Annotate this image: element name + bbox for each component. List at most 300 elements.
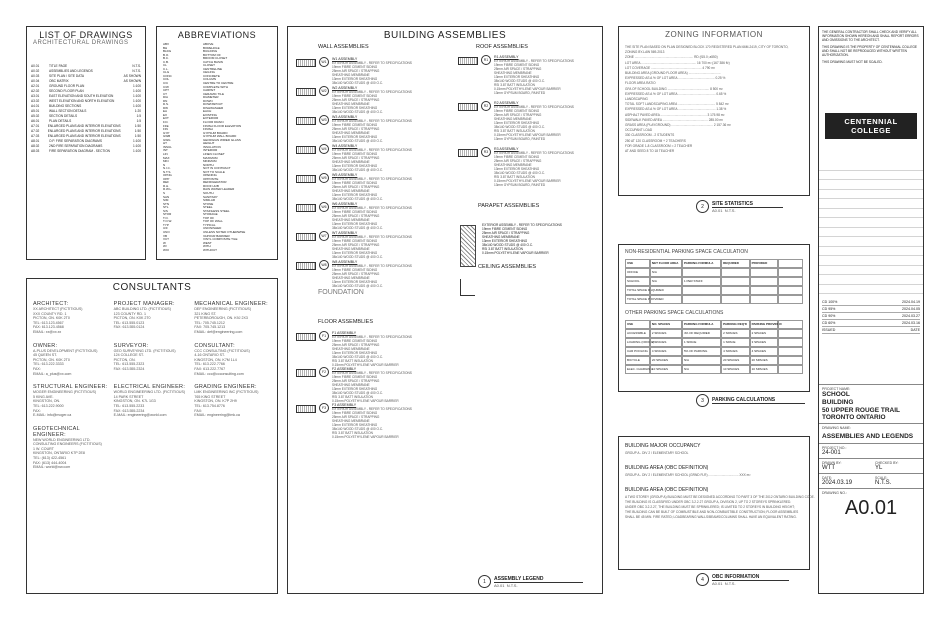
revision-label: CD 95% xyxy=(822,307,836,311)
assembly-line: 25mm AIR SPACE / STRAPPING xyxy=(332,343,380,347)
consultant-role: GRADING ENGINEER: xyxy=(194,384,257,391)
obc-line: A TWO STOREY (GROUP A) BUILDING MUST BE DESIGNED ACCORDING TO PART 3 OF THE 2012 ONTARIO BUILDING CODE. xyxy=(625,495,815,499)
assembly-line: SHEATHING MEMBRANE xyxy=(332,383,370,387)
abbreviation-code: BH xyxy=(163,45,168,50)
revision-row xyxy=(822,306,920,313)
assembly-notes xyxy=(494,55,598,95)
abbreviation-meaning: COMPLETE WITH xyxy=(203,84,229,89)
drawn-by-label: DRAWN BY: xyxy=(822,461,842,465)
consultant-line: CONSULTING ENGINEERS (FICTITIOUS) xyxy=(33,442,102,447)
drawings-subtitle: ARCHITECTURAL DRAWINGS xyxy=(33,40,129,46)
consultant-line: 4-16 ONTARIO ST. xyxy=(194,353,225,358)
abbreviation-meaning: FLOOR DRAIN xyxy=(203,120,224,125)
consultant-line: TEL: (613) 422-4561 xyxy=(33,456,67,461)
abbreviation-meaning: GYPSUM WALL BOARD xyxy=(203,134,237,139)
abbreviation-meaning: MAXIMUM xyxy=(203,155,218,160)
obc-area-title: BUILDING AREA (OBC DEFINITION) xyxy=(625,465,709,471)
abbreviation-code: N.I.C. xyxy=(163,166,171,171)
wall-assemblies xyxy=(296,57,456,289)
assembly-line: 25mm AIR SPACE / STRAPPING xyxy=(332,185,380,189)
roof-assemblies-heading: ROOF ASSEMBLIES xyxy=(476,44,528,50)
abbreviation-code: INSUL xyxy=(163,144,172,149)
abbreviation-meaning: SIMILAR xyxy=(203,198,216,203)
assembly-line: RSI 3.87 BATT INSULATION xyxy=(332,359,373,363)
parapet-line: 38x140 WOOD STUDS @ 400 O.C. xyxy=(482,243,534,247)
table-header-cell: NET FLOOR AREA xyxy=(650,259,682,268)
consultant-block xyxy=(114,343,191,377)
parapet-line: 19mm FIBRE CEMENT SIDING xyxy=(482,227,528,231)
assembly-line: RSI 3.87 BATT INSULATION xyxy=(494,83,535,87)
callout-title: PARKING CALCULATIONS xyxy=(712,397,805,404)
zoning-panel xyxy=(618,26,810,196)
abbreviation-code: EX xyxy=(163,112,168,117)
table-cell xyxy=(778,277,803,286)
assembly-line: 25mm AIR SPACE / STRAPPING xyxy=(332,69,380,73)
assembly-item xyxy=(296,231,456,260)
consultant-block xyxy=(33,343,110,377)
date-value: 2024.03.19 xyxy=(822,480,853,486)
drawing-scale: 1:100 xyxy=(133,89,141,93)
zoning-line: SIDEWALK PAVED AREA ................................................... 285.00 m² xyxy=(625,117,724,122)
obc-line: GROUP A - DIV 2 / ELEMENTARY SCHOOL (GRND FLR) .................................. XXX m² xyxy=(625,473,751,477)
assembly-sketch xyxy=(296,204,316,212)
drawing-number: A8.03 xyxy=(31,149,40,153)
obc-occupancy-title: BUILDING MAJOR OCCUPANCY xyxy=(625,443,701,449)
parking-title-2: OTHER PARKING SPACE CALCULATIONS xyxy=(625,310,724,316)
assembly-line: 25mm AIR SPACE / STRAPPING xyxy=(332,379,380,383)
table-cell: BICYCLE xyxy=(625,356,650,365)
abbreviation-code: C.B. xyxy=(163,59,169,64)
zoning-line: BUILDING AREA (GROUND FLOOR AREA) .................................... xyxy=(625,71,721,76)
assembly-line: 13mm EXTERIOR SHEATHING xyxy=(332,77,378,81)
parking-table-1 xyxy=(625,259,803,304)
assembly-sketch xyxy=(458,57,478,65)
abbreviation-meaning: NORTH xyxy=(203,162,214,167)
date-label: DATE: xyxy=(822,476,833,480)
assembly-notes xyxy=(332,202,456,230)
abbreviation-meaning: NOT IN CONTRACT xyxy=(203,166,231,171)
checked-by: YL xyxy=(875,465,883,471)
zoning-line: LOT COVERAGE ......................................................... 4 790 m² xyxy=(625,65,715,70)
assembly-sketch xyxy=(296,88,316,96)
assembly-line: 13mm GYPSUM BOARD, PAINTED xyxy=(494,91,546,95)
consultant-line: MOGER ENGINEERING (FICTITIOUS) xyxy=(33,390,97,395)
assembly-item xyxy=(458,147,598,193)
table-cell: 20 SPACES xyxy=(721,356,749,365)
assembly-notes xyxy=(332,231,456,259)
table-cell xyxy=(721,277,749,286)
assembly-line: EXTERIOR ASSEMBLY - REFER TO SPECIFICATIONS xyxy=(332,335,412,339)
assembly-line: 0.15mm POLYETHYLENE VAPOUR BARRIER xyxy=(494,133,561,137)
zoning-line: EXPRESSED AS A % OF LOT AREA .......................................... 0.65 % xyxy=(625,91,727,96)
assembly-line: EXTERIOR ASSEMBLY - REFER TO SPECIFICATIONS xyxy=(332,119,412,123)
abbreviation-code: GYP xyxy=(163,130,170,135)
abbreviation-meaning: DOWNSPOUT xyxy=(203,102,223,107)
abbreviation-code: R.H. xyxy=(163,183,169,188)
assembly-line: 13mm EXTERIOR SHEATHING xyxy=(332,135,378,139)
table-cell: LOADING (OFFICE) xyxy=(625,338,650,347)
abbreviation-meaning: BUILDING xyxy=(203,49,218,54)
assembly-line: 38x140 WOOD STUDS @ 400 O.C. xyxy=(494,79,546,83)
assembly-line: 38x140 WOOD STUDS @ 400 O.C. xyxy=(494,125,546,129)
assembly-name: R3 ASSEMBLY xyxy=(494,147,519,151)
abbreviation-code: SIM xyxy=(163,198,169,203)
consultant-line: EMAIL: world@nw.com xyxy=(33,465,71,470)
abbreviation-meaning: FINISH xyxy=(203,127,213,132)
assembly-name: F3 ASSEMBLY xyxy=(332,403,357,407)
abbreviation-code: OPP xyxy=(163,176,170,181)
table-cell: N/A xyxy=(682,365,721,374)
assembly-item xyxy=(296,144,456,173)
consultant-line: E-MAIL: info@moger.ca xyxy=(33,413,72,418)
consultant-line: TEL: 613.555.2233 xyxy=(113,403,145,408)
parking-title: NON-RESIDENTIAL PARKING SPACE CALCULATION xyxy=(625,249,748,255)
consultant-line: FAX: xyxy=(33,366,41,371)
drawing-scale: 1:100 xyxy=(133,144,141,148)
project-address: 50 UPPER ROUGE TRAIL xyxy=(822,407,901,414)
obc-area-title-2: BUILDING AREA (OBC DEFINITION) xyxy=(625,487,709,493)
assembly-line: EXTERIOR ASSEMBLY - REFER TO SPECIFICATIONS xyxy=(332,264,412,268)
drawing-scale: 1:100 xyxy=(133,84,141,88)
drawing-number: A7.03 xyxy=(31,134,40,138)
abbreviation-code: GWB xyxy=(163,134,171,139)
table-cell xyxy=(778,286,803,295)
abbreviation-meaning: SANITARY xyxy=(203,194,218,199)
revision-blank-lines xyxy=(819,161,923,299)
assembly-line: 19mm FIBRE CEMENT SIDING xyxy=(332,268,378,272)
assembly-line: 0.15mm POLYETHYLENE VAPOUR BARRIER xyxy=(494,87,561,91)
table-cell: 4 SPACES xyxy=(650,347,682,356)
assembly-notes xyxy=(332,86,456,114)
consultant-line: EMAIL: xx@xx.xx xyxy=(33,329,62,334)
drawing-name: OBC MATRIX xyxy=(49,79,69,83)
assembly-line: 19mm FIBRE CEMENT SIDING xyxy=(332,239,378,243)
drawing-scale: 1:100 xyxy=(133,99,141,103)
abbreviation-meaning: HEIGHT xyxy=(203,141,215,146)
drawing-number: A3.02 xyxy=(31,99,40,103)
obc-line: GROUP A - DIV 2 / ELEMENTARY SCHOOL xyxy=(625,451,689,455)
abbreviation-code: N.T.S. xyxy=(163,169,172,174)
table-cell: 2 SPACES xyxy=(650,329,682,338)
consultant-role: SURVEYOR: xyxy=(113,342,149,349)
table-header-cell: PROVIDED xyxy=(750,259,778,268)
abbreviation-code: TYP xyxy=(163,222,169,227)
drawing-scale: AS SHOWN xyxy=(123,79,141,83)
consultant-line: PETERBOROUGH, ON. K9J 2X3 xyxy=(194,316,248,321)
assembly-sketch xyxy=(296,117,316,125)
assembly-name: W1 ASSEMBLY xyxy=(332,57,358,61)
consultant-line: TEL: 613.123.4567 xyxy=(33,320,64,325)
zoning-line: ZONE .................................................................. RD (f15.0; a550) xyxy=(625,55,718,60)
table-cell: 4 SPACES xyxy=(750,347,778,356)
abbreviation-meaning: CEILING xyxy=(203,70,216,75)
zoning-line: ASPHALT PAVED AREA .................................................... 3 175.98 m² xyxy=(625,112,725,117)
revisions-table xyxy=(819,299,923,334)
obc-line: UNDER OBC 3.2.2.27, THE BUILDING MUST BE SPRINKLERED; IS LIMITED TO 2 STOREYS IN BUILDING HEIGHT; xyxy=(625,505,795,509)
drawing-name: EAST ELEVATION AND SOUTH ELEVATION xyxy=(49,94,114,98)
assembly-line: 19mm FIBRE CEMENT SIDING xyxy=(494,109,540,113)
zoning-line: FOR GRADE 1-8 CLASSROOM = 2 TEACHER xyxy=(625,143,693,148)
abbreviation-code: T.O.W. xyxy=(163,219,172,224)
obc-lines xyxy=(619,495,815,520)
assembly-line: EXTERIOR ASSEMBLY - REFER TO SPECIFICATIONS xyxy=(332,407,412,411)
abbreviation-code: CPT xyxy=(163,88,169,93)
consultant-line: 123 COUNTY RD. 1 xyxy=(113,311,146,316)
table-cell xyxy=(778,356,803,365)
assembly-item xyxy=(296,173,456,202)
table-cell: N/A xyxy=(682,356,721,365)
abbreviations-list xyxy=(157,40,277,252)
abbreviation-meaning: CERAMIC TILE xyxy=(203,91,224,96)
abbreviation-meaning: CENTRELINE xyxy=(203,66,223,71)
abbreviation-code: MIN xyxy=(163,159,169,164)
consultant-line: KINGSTON, ON. K7P 2H9 xyxy=(194,399,237,404)
abbreviation-code: VB xyxy=(163,233,168,238)
revision-date: 2024.04.05 xyxy=(902,307,920,311)
assembly-item xyxy=(296,86,456,115)
drawing-scale: 1:50 xyxy=(134,124,141,128)
abbreviation-meaning: RAIN WATER LEADER xyxy=(203,187,235,192)
assembly-tag: R3 xyxy=(481,147,491,157)
revision-row xyxy=(822,327,920,334)
parking-table-2 xyxy=(625,320,803,374)
abbreviation-meaning: GEORGIAN WIRED GLASS xyxy=(203,137,241,142)
assembly-item xyxy=(296,367,456,403)
assembly-line: 19mm FIBRE CEMENT SIDING xyxy=(332,375,378,379)
drawing-name: ASSEMBLIES AND LEGENDS xyxy=(822,433,914,440)
revision-label: ISSUED xyxy=(822,328,836,332)
callout-title: ASSEMBLY LEGEND xyxy=(494,576,583,583)
drawing-scale: 1:5 xyxy=(136,114,141,118)
consultant-block xyxy=(194,343,271,377)
consultant-role: CONSULTANT: xyxy=(194,342,236,349)
consultant-role: MECHANICAL ENGINEER: xyxy=(194,301,268,307)
assembly-line: SHEATHING MEMBRANE xyxy=(332,218,370,222)
assembly-line: 13mm EXTERIOR SHEATHING xyxy=(332,193,378,197)
abbreviation-code: C/W xyxy=(163,84,169,89)
assembly-line: 13mm GYPSUM BOARD, PAINTED xyxy=(494,137,546,141)
assembly-notes xyxy=(332,367,456,403)
consultant-line: FAX: 613.222.7767 xyxy=(194,366,226,371)
assembly-sketch xyxy=(296,405,316,413)
abbreviation-meaning: VAPOUR BARRIER xyxy=(203,233,230,238)
assembly-line: 38x140 WOOD STUDS @ 400 O.C. xyxy=(332,139,384,143)
assembly-tag: F1 xyxy=(319,331,329,341)
table-cell xyxy=(778,365,803,374)
obc-line: THE BUILDING CAN BE BUILT OF COMBUSTIBLE AND NON-COMBUSTIBLE CONSTRUCTION; FLOOR ASSEMBLIES xyxy=(625,510,799,514)
drawing-scale: N.T.S. xyxy=(132,64,141,68)
abbreviation-meaning: CARPET xyxy=(203,88,216,93)
assembly-tag: R2 xyxy=(481,101,491,111)
assembly-line: RSI 3.87 BATT INSULATION xyxy=(332,431,373,435)
consultant-line: WORLD ENGINEERING LTD. (FICTITIOUS) xyxy=(113,390,186,395)
table-cell: 10 SPACES xyxy=(721,365,749,374)
assembly-line: EXTERIOR ASSEMBLY - REFER TO SPECIFICATIONS xyxy=(332,235,412,239)
assembly-line: SHEATHING MEMBRANE xyxy=(332,189,370,193)
zoning-line: FLOOR AREA RATIO xyxy=(625,81,656,86)
project-city: TORONTO ONTARIO xyxy=(822,414,886,421)
consultant-line: LMK ENGINEERING INC (FICTITIOUS) xyxy=(194,390,259,395)
table-cell xyxy=(750,277,778,286)
assembly-line: 13mm EXTERIOR SHEATHING xyxy=(494,167,540,171)
consultant-line: FAX: 613.555.2234 xyxy=(113,408,145,413)
obc-callout xyxy=(696,573,789,586)
abbreviation-meaning: WEST xyxy=(203,240,212,245)
consultant-line: EMAIL: engineering@lmk.ca xyxy=(194,413,240,418)
assembly-line: EXTERIOR ASSEMBLY - REFER TO SPECIFICATIONS xyxy=(494,59,574,63)
assembly-line: 38x140 WOOD STUDS @ 400 O.C. xyxy=(332,391,384,395)
table-cell: 10 SPACES xyxy=(750,365,778,374)
parapet-line: RSI 3.87 BATT INSULATION xyxy=(482,247,523,251)
drawing-name: WEST ELEVATION AND NORTH ELEVATION xyxy=(49,99,115,103)
table-cell: 3 SPACES xyxy=(650,338,682,347)
assembly-name: W4 ASSEMBLY xyxy=(332,144,358,148)
assembly-line: SHEATHING MEMBRANE xyxy=(332,73,370,77)
abbreviation-code: DN xyxy=(163,98,168,103)
assembly-name: W6 ASSEMBLY xyxy=(332,202,358,206)
assembly-item xyxy=(458,101,598,147)
abbreviation-code: CT xyxy=(163,91,167,96)
assembly-notes xyxy=(494,101,598,141)
abbreviation-meaning: CATCH BASIN xyxy=(203,59,223,64)
assembly-sketch xyxy=(296,146,316,154)
parapet-line: 0.15mm POLYETHYLENE VAPOUR BARRIER xyxy=(482,251,549,255)
assembly-tag: R1 xyxy=(481,55,491,65)
revision-label: CD 60% xyxy=(822,321,836,325)
assembly-line: EXTERIOR ASSEMBLY - REFER TO SPECIFICATIONS xyxy=(332,148,412,152)
abbreviation-code: W/ xyxy=(163,244,167,249)
drawing-name: TITLE PAGE xyxy=(49,64,68,68)
assembly-item xyxy=(296,115,456,144)
callout-bubble: 4 xyxy=(696,573,709,586)
assembly-line: EXTERIOR ASSEMBLY - REFER TO SPECIFICATIONS xyxy=(332,371,412,375)
table-cell xyxy=(721,295,749,304)
assembly-line: 25mm AIR SPACE / STRAPPING xyxy=(332,127,380,131)
consultant-line: TEL: 613.754.8776 xyxy=(194,403,225,408)
consultant-block xyxy=(33,301,110,335)
abbreviation-meaning: INSULATION xyxy=(203,144,221,149)
callout-title: OBC INFORMATION xyxy=(712,574,789,581)
abbreviation-meaning: INTERIOR xyxy=(203,148,218,153)
drawing-row xyxy=(31,149,141,154)
assembly-line: 13mm EXTERIOR SHEATHING xyxy=(332,423,378,427)
consultant-line: CCC CONSULTING (FICTITIOUS) xyxy=(194,348,250,353)
revision-date: 2024.03.27 xyxy=(902,314,920,318)
table-cell xyxy=(750,286,778,295)
abbreviation-meaning: WITHOUT xyxy=(203,247,217,252)
site-statistics-callout xyxy=(696,200,783,213)
title-block-note: THIS DRAWING MUST NOT BE SCALED. xyxy=(822,60,883,64)
assembly-line: SHEATHING MEMBRANE xyxy=(332,419,370,423)
parapet-line: SHEATHING MEMBRANE xyxy=(482,235,520,239)
consultant-line: TEL: 613.222.9000 xyxy=(33,403,64,408)
zoning-line: LANDSCAPING xyxy=(625,97,648,102)
assembly-line: SHEATHING MEMBRANE xyxy=(494,163,532,167)
drawing-number: A2.01 xyxy=(31,84,40,88)
abbreviation-meaning: WITH xyxy=(203,244,211,249)
assembly-name: F2 ASSEMBLY xyxy=(332,367,357,371)
zoning-lines xyxy=(619,39,809,154)
project-no: 24-001 xyxy=(822,450,841,456)
consultant-line: 321 KING ST. xyxy=(194,311,217,316)
table-cell xyxy=(778,338,803,347)
abbreviation-meaning: CONCRETE xyxy=(203,73,220,78)
assembly-notes xyxy=(332,260,456,288)
abbreviation-code: FIN xyxy=(163,127,168,132)
table-cell xyxy=(682,268,721,277)
abbreviation-code: FFE xyxy=(163,123,169,128)
table-cell: TOTAL SPACE PROVIDED xyxy=(625,295,650,304)
drawing-scale: 1:20 xyxy=(134,109,141,113)
callout-title: SITE STATISTICS xyxy=(712,201,783,208)
drawing-scale: 1:50 xyxy=(134,134,141,138)
drawing-name: PLAN DETAILS xyxy=(49,119,72,123)
drawing-name: WALL SECTION DETAILS xyxy=(49,109,87,113)
ceiling-sketch xyxy=(460,279,475,296)
abbreviation-code: CONC xyxy=(163,73,172,78)
zoning-line: 250 AT 120 CLASSROOM + 2 TEACHERS xyxy=(625,138,686,143)
drawing-number: A8.01 xyxy=(31,139,40,143)
consultants-panel xyxy=(26,278,278,594)
assembly-line: 13mm EXTERIOR SHEATHING xyxy=(332,106,378,110)
table-cell: 3 SPACES xyxy=(750,338,778,347)
callout-bubble: 2 xyxy=(696,200,709,213)
table-cell xyxy=(682,295,721,304)
abbreviation-meaning: EACH xyxy=(203,109,212,114)
consultant-line: 45 QUEEN ST. xyxy=(33,353,57,358)
abbreviation-meaning: STORAGE xyxy=(203,212,218,217)
abbreviation-meaning: NOT TO SCALE xyxy=(203,169,225,174)
obc-line: THE BUILDING IS CLASSIFIED UNDER OBC 3.2.2.27 GROUP A, DIVISION 2, UP TO 2 STOREYS SPRINKLERED. xyxy=(625,500,792,504)
table-cell: 10 SPACES xyxy=(650,365,682,374)
zoning-title: ZONING INFORMATION xyxy=(665,30,763,39)
abbreviation-code: C/C xyxy=(163,81,169,86)
abbreviation-code: MAX xyxy=(163,155,170,160)
assembly-line: 0.15mm POLYETHYLENE VAPOUR BARRIER xyxy=(332,363,399,367)
consultant-line: FAX: 613.555.0124 xyxy=(113,325,145,330)
abbreviation-code: W xyxy=(163,240,166,245)
table-header-cell: USE xyxy=(625,320,650,329)
project-no-label: PROJECT NO.: xyxy=(822,446,847,450)
assembly-item xyxy=(296,403,456,439)
assembly-tag: W1 xyxy=(319,57,329,67)
consultant-line: KINGSTON, ON. K7L 1G3 xyxy=(113,399,156,404)
abbreviation-code: OPNG xyxy=(163,173,172,178)
assembly-name: W7 ASSEMBLY xyxy=(332,231,358,235)
consultant-block xyxy=(194,301,271,335)
zoning-line: AT AND SEED 8 TO 18 TEACHER xyxy=(625,149,675,154)
parking-grid xyxy=(625,259,803,304)
parking-callout xyxy=(696,394,805,407)
abbreviation-meaning: SOUTH xyxy=(203,190,214,195)
assembly-tag: W6 xyxy=(319,202,329,212)
consultant-line: XX ARCHITECT (FICTITIOUS) xyxy=(33,307,83,311)
consultant-line: KINGSTON, ON. xyxy=(33,399,61,404)
drawing-name: O.P. FIRE SEPARATION DIAGRAMS xyxy=(49,139,102,143)
abbreviation-meaning: STONE xyxy=(203,201,214,206)
abbreviation-meaning: OPENING xyxy=(203,173,217,178)
assembly-line: 0.15mm POLYETHYLENE VAPOUR BARRIER xyxy=(332,435,399,439)
assembly-item xyxy=(458,55,598,101)
abbreviation-meaning: REFRIGERATOR xyxy=(203,180,227,185)
assembly-line: RSI 3.87 BATT INSULATION xyxy=(332,395,373,399)
drawing-scale: 1:5 xyxy=(136,119,141,123)
assembly-sketch xyxy=(296,333,316,341)
drawing-name: SITE PLAN / SITE DATA xyxy=(49,74,84,78)
assembly-line: 13mm EXTERIOR SHEATHING xyxy=(494,75,540,79)
consultant-block xyxy=(33,426,110,470)
consultants-title: CONSULTANTS xyxy=(112,282,192,293)
